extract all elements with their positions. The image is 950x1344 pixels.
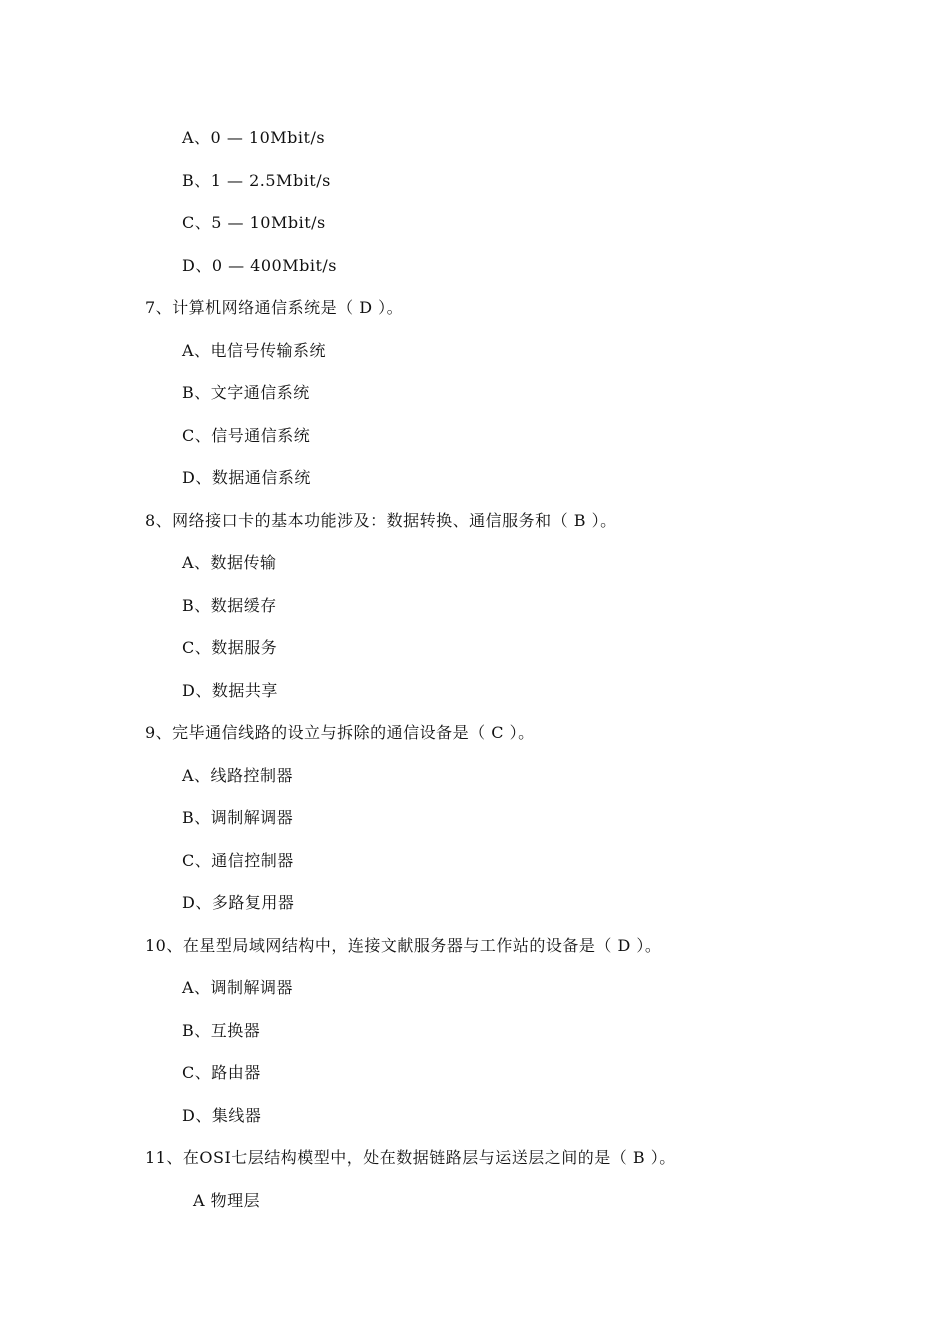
option-line: A、线路控制器 [182, 766, 294, 785]
question-9: 9、完毕通信线路的设立与拆除的通信设备是（ C ）。 [145, 723, 535, 742]
option-line: A 物理层 [193, 1191, 261, 1210]
question-8: 8、网络接口卡的基本功能涉及：数据转换、通信服务和（ B ）。 [145, 511, 617, 530]
option-line: C、通信控制器 [182, 851, 294, 870]
option-line: B、调制解调器 [182, 808, 294, 827]
option-line: B、1 — 2.5Mbit/s [182, 171, 331, 190]
option-line: C、5 — 10Mbit/s [182, 213, 326, 232]
option-line: D、多路复用器 [182, 893, 295, 912]
option-line: A、调制解调器 [182, 978, 294, 997]
option-line: A、0 — 10Mbit/s [182, 128, 326, 147]
option-line: C、数据服务 [182, 638, 278, 657]
option-line: D、0 — 400Mbit/s [182, 256, 337, 275]
option-line: B、互换器 [182, 1021, 261, 1040]
option-line: C、信号通信系统 [182, 426, 311, 445]
question-11: 11、在OSI七层结构模型中，处在数据链路层与运送层之间的是（ B ）。 [145, 1148, 676, 1167]
option-line: D、数据共享 [182, 681, 278, 700]
option-line: C、路由器 [182, 1063, 261, 1082]
option-line: B、数据缓存 [182, 596, 277, 615]
option-line: D、数据通信系统 [182, 468, 311, 487]
option-line: A、数据传输 [182, 553, 277, 572]
option-line: D、集线器 [182, 1106, 262, 1125]
question-7: 7、计算机网络通信系统是（ D ）。 [145, 298, 404, 317]
option-line: A、电信号传输系统 [182, 341, 327, 360]
question-10: 10、在星型局域网结构中，连接文献服务器与工作站的设备是（ D ）。 [145, 936, 662, 955]
option-line: B、文字通信系统 [182, 383, 310, 402]
